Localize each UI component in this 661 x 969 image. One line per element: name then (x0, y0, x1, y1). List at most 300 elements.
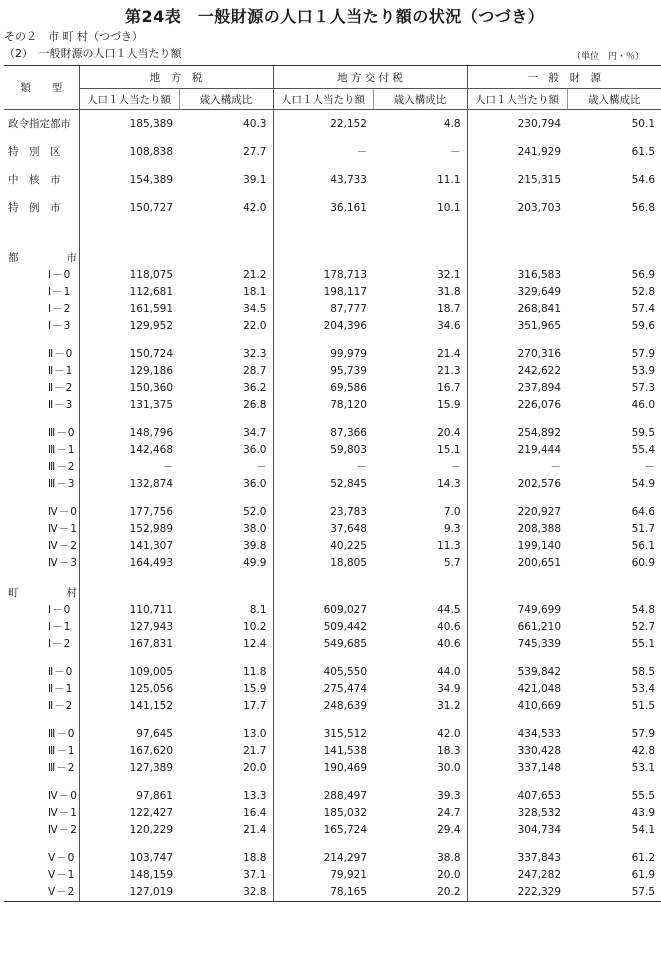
per-capita-cell: 185,032 (273, 805, 373, 822)
header-ratio: 歳入構成比 (567, 89, 661, 110)
spacer-row (4, 493, 661, 504)
per-capita-cell: 177,756 (79, 504, 179, 521)
ratio-cell: 11.3 (437, 540, 461, 552)
general-revenue-table (4, 65, 661, 902)
ratio-cell: 53.9 (631, 365, 656, 377)
table-row (4, 743, 661, 760)
per-capita-cell: 37,648 (273, 521, 373, 538)
ratio-cell: 21.7 (243, 745, 267, 757)
table-row (4, 138, 661, 166)
row-label: Ⅱ－0 (48, 348, 74, 360)
ratio-cell: 57.4 (631, 303, 656, 315)
per-capita-cell: 222,329 (467, 884, 567, 902)
per-capita-cell: 247,282 (467, 867, 567, 884)
row-label: Ⅲ－2 (48, 461, 76, 473)
per-capita-cell: 185,389 (79, 110, 179, 139)
per-capita-cell: 95,739 (273, 363, 373, 380)
per-capita-cell: 161,591 (79, 301, 179, 318)
per-capita-cell: 127,019 (79, 884, 179, 902)
per-capita-cell: 230,794 (467, 110, 567, 139)
table-row (4, 585, 661, 602)
table-row (4, 726, 661, 743)
per-capita-cell: 509,442 (273, 619, 373, 636)
per-capita-cell: 129,952 (79, 318, 179, 335)
table-row (4, 698, 661, 715)
ratio-cell: 11.8 (243, 666, 267, 678)
ratio-cell: 16.7 (437, 382, 461, 394)
table-row (4, 788, 661, 805)
ratio-cell: 7.0 (443, 506, 461, 518)
ratio-cell: 10.1 (437, 201, 461, 214)
per-capita-cell: 141,307 (79, 538, 179, 555)
per-capita-cell: 337,843 (467, 850, 567, 867)
ratio-cell: 27.7 (243, 145, 267, 158)
row-label: Ⅲ－0 (48, 728, 76, 740)
header-local-tax: 地 方 税 (79, 66, 273, 89)
ratio-cell: 15.9 (437, 399, 461, 411)
per-capita-cell (79, 585, 179, 602)
spacer-row (4, 335, 661, 346)
table-row (4, 664, 661, 681)
ratio-cell: 34.6 (437, 320, 461, 332)
per-capita-cell: 148,159 (79, 867, 179, 884)
row-label: Ⅴ－0 (48, 852, 76, 864)
per-capita-cell: 215,315 (467, 166, 567, 194)
row-label: Ⅲ－1 (48, 444, 76, 456)
per-capita-cell: 141,152 (79, 698, 179, 715)
per-capita-cell: 199,140 (467, 538, 567, 555)
ratio-cell: 36.2 (243, 382, 267, 394)
ratio-cell: 31.8 (437, 286, 461, 298)
table-row (4, 110, 661, 139)
per-capita-cell: 131,375 (79, 397, 179, 414)
per-capita-cell: 110,711 (79, 602, 179, 619)
row-label: 都 市 (8, 252, 86, 264)
table-row (4, 363, 661, 380)
ratio-cell: 21.4 (243, 824, 267, 836)
per-capita-cell: 112,681 (79, 284, 179, 301)
ratio-cell: 61.5 (631, 145, 656, 158)
ratio-cell: 5.7 (443, 557, 461, 569)
row-label: Ⅳ－3 (48, 557, 78, 569)
ratio-cell: 21.4 (437, 348, 461, 360)
spacer-row (4, 414, 661, 425)
per-capita-cell: 237,894 (467, 380, 567, 397)
per-capita-cell: 270,316 (467, 346, 567, 363)
per-capita-cell: 109,005 (79, 664, 179, 681)
row-label: 中 核 市 (8, 173, 61, 186)
per-capita-cell: 337,148 (467, 760, 567, 777)
ratio-cell: 24.7 (437, 807, 461, 819)
table-row (4, 602, 661, 619)
per-capita-cell: 142,468 (79, 442, 179, 459)
per-capita-cell: 87,366 (273, 425, 373, 442)
per-capita-cell: 254,892 (467, 425, 567, 442)
table-row (4, 867, 661, 884)
per-capita-cell: 226,076 (467, 397, 567, 414)
table-row (4, 476, 661, 493)
ratio-cell: 44.5 (437, 604, 461, 616)
per-capita-cell: 275,474 (273, 681, 373, 698)
ratio-cell: 39.8 (243, 540, 267, 552)
per-capita-cell: 208,388 (467, 521, 567, 538)
ratio-cell: 42.0 (243, 201, 267, 214)
ratio-cell: 20.0 (243, 762, 267, 774)
ratio-cell: 52.7 (631, 621, 656, 633)
ratio-cell: 59.6 (631, 320, 656, 332)
per-capita-cell: 127,389 (79, 760, 179, 777)
row-label: Ⅳ－0 (48, 506, 78, 518)
per-capita-cell: 150,360 (79, 380, 179, 397)
ratio-cell: 49.9 (243, 557, 267, 569)
per-capita-cell: 745,339 (467, 636, 567, 653)
row-label: Ⅰ－2 (48, 303, 72, 315)
per-capita-cell: 167,620 (79, 743, 179, 760)
ratio-cell: 20.2 (373, 884, 467, 902)
per-capita-cell: 316,583 (467, 267, 567, 284)
row-label: Ⅰ－2 (48, 638, 72, 650)
table-row (4, 166, 661, 194)
per-capita-cell: 749,699 (467, 602, 567, 619)
per-capita-cell: 220,927 (467, 504, 567, 521)
per-capita-cell: 609,027 (273, 602, 373, 619)
table-row (4, 442, 661, 459)
per-capita-cell: 214,297 (273, 850, 373, 867)
row-label: Ⅱ－1 (48, 365, 74, 377)
spacer-row (4, 572, 661, 585)
ratio-cell: 15.1 (437, 444, 461, 456)
ratio-cell (179, 585, 273, 602)
ratio-cell: 54.9 (631, 478, 656, 490)
per-capita-cell: 120,229 (79, 822, 179, 839)
table-row (4, 318, 661, 335)
ratio-cell: － (256, 461, 267, 473)
table-row (4, 301, 661, 318)
per-capita-cell: 125,056 (79, 681, 179, 698)
ratio-cell (179, 250, 273, 267)
per-capita-cell: 434,533 (467, 726, 567, 743)
table-row (4, 538, 661, 555)
ratio-cell: 37.1 (243, 869, 267, 881)
table-row (4, 555, 661, 572)
row-label: Ⅴ－1 (48, 869, 76, 881)
ratio-cell: 16.4 (243, 807, 267, 819)
table-row (4, 760, 661, 777)
per-capita-cell: 118,075 (79, 267, 179, 284)
per-capita-cell: 23,783 (273, 504, 373, 521)
per-capita-cell: 204,396 (273, 318, 373, 335)
row-label: 特 例 市 (8, 201, 61, 214)
per-capita-cell: 549,685 (273, 636, 373, 653)
per-capita-cell: 351,965 (467, 318, 567, 335)
per-capita-cell: 108,838 (79, 138, 179, 166)
ratio-cell: 38.0 (243, 523, 267, 535)
per-capita-cell: 410,669 (467, 698, 567, 715)
ratio-cell: 4.8 (443, 117, 461, 130)
row-label: Ⅱ－3 (48, 399, 74, 411)
header-per-capita: 人口１人当たり額 (79, 89, 179, 110)
row-label: 町 村 (8, 587, 86, 599)
ratio-cell: － (450, 461, 461, 473)
ratio-cell: 11.1 (437, 173, 461, 186)
per-capita-cell: 129,186 (79, 363, 179, 380)
ratio-cell: 9.3 (443, 523, 461, 535)
per-capita-cell: 405,550 (273, 664, 373, 681)
ratio-cell: 55.1 (631, 638, 656, 650)
ratio-cell: 60.9 (631, 557, 656, 569)
per-capita-cell (467, 585, 567, 602)
ratio-cell: 40.3 (243, 117, 267, 130)
per-capita-cell: 148,796 (79, 425, 179, 442)
ratio-cell: 31.2 (437, 700, 461, 712)
table-row (4, 250, 661, 267)
ratio-cell (373, 250, 467, 267)
per-capita-cell: 328,532 (467, 805, 567, 822)
table-row (4, 884, 661, 902)
ratio-cell: 15.9 (243, 683, 267, 695)
ratio-cell: 42.0 (437, 728, 461, 740)
per-capita-cell: 190,469 (273, 760, 373, 777)
ratio-cell: － (644, 461, 656, 473)
per-capita-cell: 69,586 (273, 380, 373, 397)
row-label: Ⅳ－1 (48, 523, 78, 535)
table-row (4, 681, 661, 698)
per-capita-cell: 52,845 (273, 476, 373, 493)
per-capita-cell: 36,161 (273, 194, 373, 222)
per-capita-cell: 59,803 (273, 442, 373, 459)
per-capita-cell: 315,512 (273, 726, 373, 743)
per-capita-cell (467, 250, 567, 267)
per-capita-cell: 154,389 (79, 166, 179, 194)
ratio-cell (567, 585, 661, 602)
per-capita-cell: 150,724 (79, 346, 179, 363)
ratio-cell: 38.8 (437, 852, 461, 864)
header-general-revenue: 一 般 財 源 (467, 66, 661, 89)
ratio-cell: 17.7 (243, 700, 267, 712)
per-capita-cell: 203,703 (467, 194, 567, 222)
per-capita-cell: 407,653 (467, 788, 567, 805)
ratio-cell: 53.4 (631, 683, 656, 695)
ratio-cell: 56.8 (631, 201, 656, 214)
ratio-cell: 59.5 (631, 427, 656, 439)
ratio-cell: 50.1 (631, 117, 656, 130)
header-ratio: 歳入構成比 (179, 89, 273, 110)
ratio-cell: 14.3 (437, 478, 461, 490)
per-capita-cell: 241,929 (467, 138, 567, 166)
row-label: Ⅰ－0 (48, 269, 72, 281)
ratio-cell: 34.5 (243, 303, 267, 315)
table-row (4, 194, 661, 222)
per-capita-cell: 288,497 (273, 788, 373, 805)
row-label: Ⅴ－2 (4, 884, 79, 902)
ratio-cell: 61.9 (631, 869, 656, 881)
per-capita-cell: 40,225 (273, 538, 373, 555)
row-label: 特 別 区 (8, 145, 61, 158)
per-capita-cell: 165,724 (273, 822, 373, 839)
ratio-cell: 13.0 (243, 728, 267, 740)
ratio-cell: 20.0 (437, 869, 461, 881)
section-subtitle: その２ 市 町 村（つづき） (4, 30, 143, 43)
ratio-cell: 42.8 (631, 745, 656, 757)
ratio-cell: 18.3 (437, 745, 461, 757)
ratio-cell: 34.7 (243, 427, 267, 439)
row-label: Ⅱ－0 (48, 666, 74, 678)
table-row (4, 619, 661, 636)
ratio-cell: 57.9 (631, 728, 656, 740)
ratio-cell: 32.3 (243, 348, 267, 360)
unit-note: （単位 円・％） (571, 52, 644, 62)
per-capita-cell: 200,651 (467, 555, 567, 572)
per-capita-cell: 97,645 (79, 726, 179, 743)
ratio-cell: 54.8 (631, 604, 656, 616)
ratio-cell: 39.1 (243, 173, 267, 186)
table-row (4, 850, 661, 867)
row-label: Ⅰ－0 (48, 604, 72, 616)
ratio-cell (567, 250, 661, 267)
row-label: Ⅱ－2 (48, 382, 74, 394)
table-row (4, 284, 661, 301)
table-row (4, 459, 661, 476)
table-row (4, 346, 661, 363)
ratio-cell: 29.4 (437, 824, 461, 836)
row-label: Ⅲ－0 (48, 427, 76, 439)
per-capita-cell: 99,979 (273, 346, 373, 363)
per-capita-cell (273, 250, 373, 267)
ratio-cell: 18.1 (243, 286, 267, 298)
per-capita-cell: 22,152 (273, 110, 373, 139)
ratio-cell: 40.6 (437, 621, 461, 633)
ratio-cell: 12.4 (243, 638, 267, 650)
spacer-row (4, 653, 661, 664)
per-capita-cell (79, 250, 179, 267)
ratio-cell: 56.1 (631, 540, 656, 552)
per-capita-cell: － (79, 459, 179, 476)
row-label: 政令指定都市 (8, 117, 71, 130)
ratio-cell (373, 585, 467, 602)
table-row (4, 267, 661, 284)
ratio-cell: 36.0 (243, 444, 267, 456)
ratio-cell: 55.4 (631, 444, 656, 456)
header-type: 類 型 (4, 66, 79, 110)
per-capita-cell: － (273, 138, 373, 166)
ratio-cell: 13.3 (243, 790, 267, 802)
per-capita-cell: 18,805 (273, 555, 373, 572)
spacer-row (4, 777, 661, 788)
row-label: Ⅲ－2 (48, 762, 76, 774)
ratio-cell: － (450, 145, 461, 158)
table-row (4, 425, 661, 442)
per-capita-cell: 122,427 (79, 805, 179, 822)
per-capita-cell: 132,874 (79, 476, 179, 493)
header-ratio: 歳入構成比 (373, 89, 467, 110)
per-capita-cell: 167,831 (79, 636, 179, 653)
table-row (4, 397, 661, 414)
header-per-capita: 人口１人当たり額 (273, 89, 373, 110)
spacer-row (4, 222, 661, 250)
per-capita-cell: 78,165 (273, 884, 373, 902)
per-capita-cell: 150,727 (79, 194, 179, 222)
per-capita-cell: 178,713 (273, 267, 373, 284)
per-capita-cell: 141,538 (273, 743, 373, 760)
header-per-capita: 人口１人当たり額 (467, 89, 567, 110)
row-label: Ⅱ－1 (48, 683, 74, 695)
per-capita-cell: 219,444 (467, 442, 567, 459)
ratio-cell: 57.3 (631, 382, 656, 394)
per-capita-cell: 198,117 (273, 284, 373, 301)
per-capita-cell (273, 585, 373, 602)
ratio-cell: 32.8 (179, 884, 273, 902)
table-row (4, 822, 661, 839)
ratio-cell: 51.5 (631, 700, 656, 712)
spacer-row (4, 839, 661, 850)
row-label: Ⅲ－3 (48, 478, 76, 490)
ratio-cell: 22.0 (243, 320, 267, 332)
ratio-cell: 52.8 (631, 286, 656, 298)
ratio-cell: 54.6 (631, 173, 656, 186)
per-capita-cell: 164,493 (79, 555, 179, 572)
ratio-cell: 52.0 (243, 506, 267, 518)
per-capita-cell: 87,777 (273, 301, 373, 318)
ratio-cell: 61.2 (631, 852, 656, 864)
ratio-cell: 64.6 (631, 506, 656, 518)
row-label: Ⅲ－1 (48, 745, 76, 757)
per-capita-cell: 202,576 (467, 476, 567, 493)
ratio-cell: 55.5 (631, 790, 656, 802)
row-label: Ⅳ－1 (48, 807, 78, 819)
ratio-cell: 57.9 (631, 348, 656, 360)
table-row (4, 805, 661, 822)
per-capita-cell: 330,428 (467, 743, 567, 760)
ratio-cell: 28.7 (243, 365, 267, 377)
row-label: Ⅰ－1 (48, 621, 72, 633)
per-capita-cell: 127,943 (79, 619, 179, 636)
ratio-cell: 44.0 (437, 666, 461, 678)
ratio-cell: 34.9 (437, 683, 461, 695)
table-body (4, 110, 661, 902)
ratio-cell: 36.0 (243, 478, 267, 490)
row-label: Ⅳ－0 (48, 790, 78, 802)
ratio-cell: 21.2 (243, 269, 267, 281)
ratio-cell: 8.1 (249, 604, 267, 616)
per-capita-cell: 304,734 (467, 822, 567, 839)
per-capita-cell: 152,989 (79, 521, 179, 538)
per-capita-cell: 242,622 (467, 363, 567, 380)
ratio-cell: 56.9 (631, 269, 656, 281)
ratio-cell: 18.8 (243, 852, 267, 864)
spacer-row (4, 715, 661, 726)
page-title: 第24表 一般財源の人口１人当たり額の状況（つづき） (125, 7, 545, 26)
per-capita-cell: 97,861 (79, 788, 179, 805)
ratio-cell: 58.5 (631, 666, 656, 678)
ratio-cell: 26.8 (243, 399, 267, 411)
ratio-cell: 39.3 (437, 790, 461, 802)
ratio-cell: 57.5 (567, 884, 661, 902)
ratio-cell: 32.1 (437, 269, 461, 281)
ratio-cell: 43.9 (631, 807, 656, 819)
per-capita-cell: － (467, 459, 567, 476)
table-row (4, 521, 661, 538)
table-subtitle: （2） 一般財源の人口１人当たり額 (4, 47, 182, 60)
row-label: Ⅳ－2 (48, 540, 78, 552)
per-capita-cell: 248,639 (273, 698, 373, 715)
per-capita-cell: 329,649 (467, 284, 567, 301)
row-label: Ⅳ－2 (48, 824, 78, 836)
ratio-cell: 21.3 (437, 365, 461, 377)
header-local-allocation-tax: 地 方 交 付 税 (273, 66, 467, 89)
row-label: Ⅱ－2 (48, 700, 74, 712)
per-capita-cell: 539,842 (467, 664, 567, 681)
per-capita-cell: 103,747 (79, 850, 179, 867)
